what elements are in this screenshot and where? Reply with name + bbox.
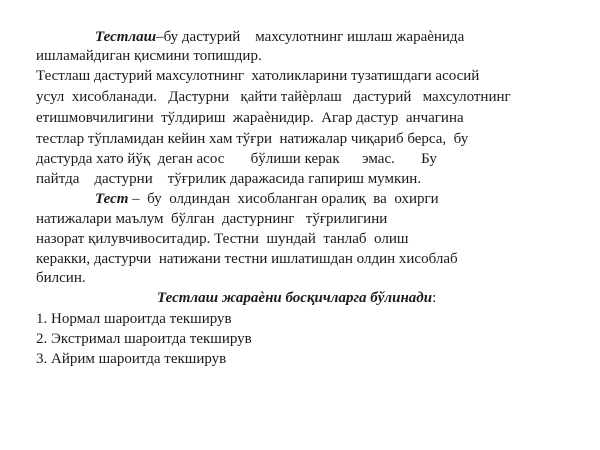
paragraph-line: дастурда хато йўқ деган асос бўлиши керак эмас. Бу	[36, 151, 437, 167]
paragraph-line: билсин.	[36, 270, 86, 286]
paragraph-line: пайтда дастурни тўғрилик даражасида гапириш мумкин.	[36, 171, 422, 187]
definition-testing-text: –бу дастурий махсулотнинг ишлаш жараѐнида	[156, 29, 465, 45]
definition-test-text: – бу олдиндан хисобланган оралиқ ва охирги	[128, 191, 439, 207]
paragraph-line: керакки, дастурчи натижани тестни ишлатишдан олдин хисоблаб	[36, 251, 458, 267]
term-testing: Тестлаш	[95, 29, 157, 45]
stages-heading-suffix: :	[432, 290, 437, 306]
definition-testing-line-2: ишламайдиган қисмини топишдир.	[36, 48, 262, 64]
list-item: 2. Экстримал шароитда текширув	[36, 331, 252, 347]
stages-heading-text: Тестлаш жараѐни босқичларга бўлинади	[157, 290, 433, 306]
paragraph-line: Тестлаш дастурий махсулотнинг хатоликларини тузатишдаги асосий	[36, 68, 480, 84]
list-item: 1. Нормал шароитда текширув	[36, 311, 232, 327]
definition-test-line-1	[95, 190, 439, 209]
stages-heading	[157, 289, 436, 308]
list-item: 3. Айрим шароитда текширув	[36, 351, 227, 367]
paragraph-line: назорат қилувчивоситадир. Тестни шундай танлаб олиш	[36, 231, 409, 247]
paragraph-line: усул хисобланади. Дастурни қайти тайѐрлаш дастурий махсулотнинг	[36, 89, 511, 105]
paragraph-line: етишмовчилигини тўлдириш жараѐнидир. Агар дастур анчагина	[36, 110, 464, 126]
paragraph-line: тестлар тўпламидан кейин хам тўғри натижалар чиқариб берса, бу	[36, 131, 469, 147]
term-test: Тест	[95, 191, 129, 207]
definition-testing-line-1	[95, 28, 464, 47]
paragraph-line: натижалари маълум бўлган дастурнинг тўғрилигини	[36, 211, 388, 227]
